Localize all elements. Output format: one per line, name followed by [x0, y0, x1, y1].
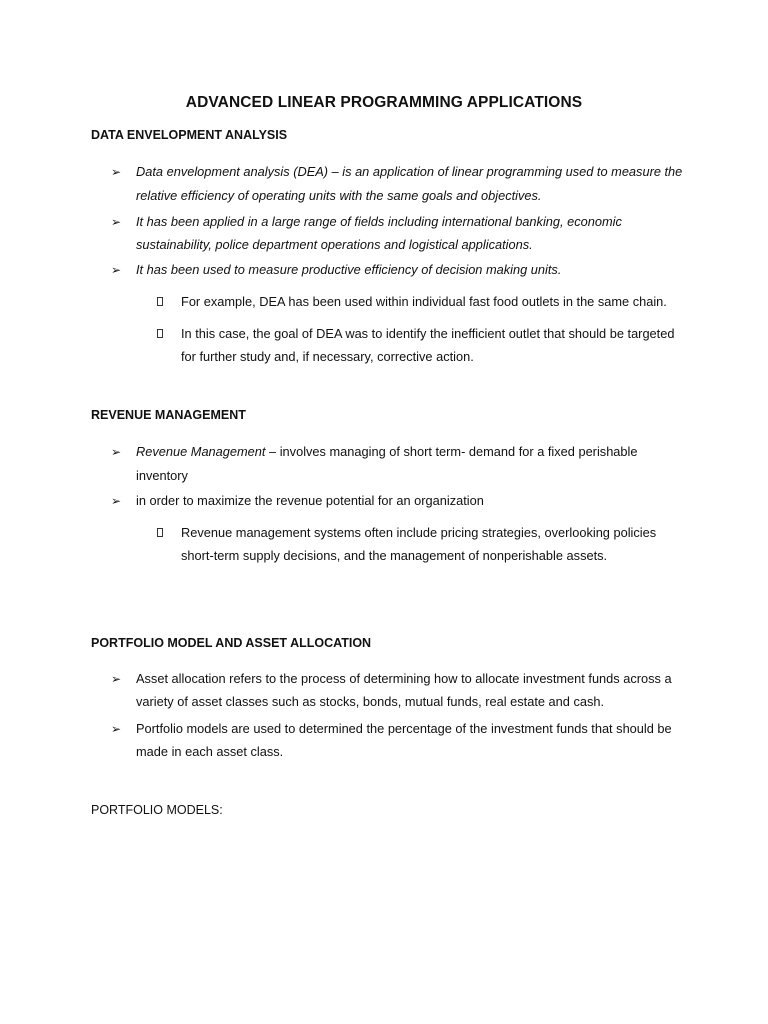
- arrow-bullet-icon: ➢: [111, 445, 122, 459]
- arrow-bullet-icon: ➢: [111, 215, 122, 229]
- arrow-bullet-icon: ➢: [111, 494, 122, 508]
- dea-bullet-3-line-1: It has been used to measure productive efficiency of decision making units.: [136, 262, 562, 277]
- arrow-bullet-icon: ➢: [111, 722, 122, 736]
- dea-bullet-1-line-1: Data envelopment analysis (DEA) – is an application of linear programming used to measure the: [136, 164, 683, 179]
- revenue-sub-bullet-1-line-2: short-term supply decisions, and the management of nonperishable assets.: [181, 548, 608, 563]
- revenue-bullet-1-line-2: inventory: [136, 468, 188, 483]
- dea-sub-bullet-2-line-1: In this case, the goal of DEA was to identify the inefficient outlet that should be targeted: [181, 326, 675, 341]
- square-bullet-icon: [157, 297, 163, 306]
- revenue-sub-bullet-1-line-1: Revenue management systems often include pricing strategies, overlooking policies: [181, 525, 657, 540]
- section-heading-revenue: REVENUE MANAGEMENT: [91, 408, 246, 422]
- arrow-bullet-icon: ➢: [111, 165, 122, 179]
- portfolio-bullet-1-line-2: variety of asset classes such as stocks, bonds, mutual funds, real estate and cash.: [136, 694, 605, 709]
- portfolio-bullet-2-line-2: made in each asset class.: [136, 744, 284, 759]
- square-bullet-icon: [157, 329, 163, 338]
- portfolio-models-label: PORTFOLIO MODELS:: [91, 803, 223, 817]
- arrow-bullet-icon: ➢: [111, 672, 122, 686]
- dea-bullet-1-line-2: relative efficiency of operating units with the same goals and objectives.: [136, 188, 542, 203]
- section-heading-portfolio: PORTFOLIO MODEL AND ASSET ALLOCATION: [91, 636, 372, 650]
- page-title: ADVANCED LINEAR PROGRAMMING APPLICATIONS: [185, 94, 583, 111]
- portfolio-bullet-1-line-1: Asset allocation refers to the process of determining how to allocate investment funds across a: [136, 671, 672, 686]
- dea-sub-bullet-2-line-2: for further study and, if necessary, corrective action.: [181, 349, 474, 364]
- revenue-bullet-1-line-1: [136, 440, 638, 464]
- dea-bullet-2-line-2: sustainability, police department operations and logistical applications.: [136, 237, 533, 252]
- section-heading-dea: DATA ENVELOPMENT ANALYSIS: [91, 128, 288, 142]
- portfolio-bullet-2-line-1: Portfolio models are used to determined the percentage of the investment funds that should be: [136, 721, 672, 736]
- revenue-definition: – involves managing of short term- demand for a fixed perishable: [265, 444, 638, 459]
- arrow-bullet-icon: ➢: [111, 263, 122, 277]
- revenue-term: Revenue Management: [136, 444, 266, 459]
- revenue-bullet-2-line-1: in order to maximize the revenue potential for an organization: [136, 493, 484, 508]
- dea-bullet-2-line-1: It has been applied in a large range of fields including international banking, economic: [136, 214, 622, 229]
- square-bullet-icon: [157, 528, 163, 537]
- dea-sub-bullet-1-line-1: For example, DEA has been used within individual fast food outlets in the same chain.: [181, 294, 667, 309]
